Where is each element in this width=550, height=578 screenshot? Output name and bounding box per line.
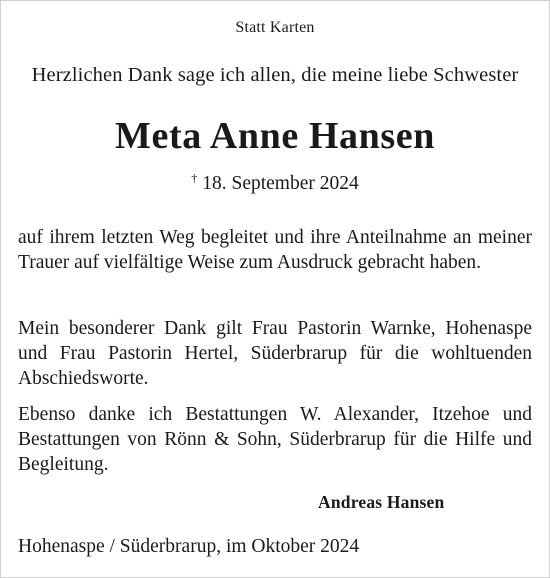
place-date: Hohenaspe / Süderbrarup, im Oktober 2024	[18, 536, 360, 557]
deceased-name: Meta Anne Hansen	[115, 115, 435, 157]
paragraph-pastors: Mein besonderer Dank gilt Frau Pastorin Warnke, Hohenaspe und Frau Pastorin Hertel, Süderbrarup für die wohltuenden Abschiedsworte.	[18, 318, 532, 389]
cross-icon: †	[191, 171, 198, 185]
signature: Andreas Hansen	[318, 492, 445, 512]
paragraph-funeral-homes: Ebenso danke ich Bestattungen W. Alexander, Itzehoe und Bestattungen von Rönn & Sohn, Süderbrarup für die Hilfe und Begleitung.	[18, 404, 532, 475]
intro-line: Herzlichen Dank sage ich allen, die meine liebe Schwester	[31, 64, 519, 86]
paragraph-thanks: auf ihrem letzten Weg begleitet und ihre Anteilnahme an meiner Trauer auf vielfältige Weise zum Ausdruck gebracht haben.	[18, 227, 532, 273]
death-date: 18. September 2024	[202, 173, 359, 194]
death-date-line	[0, 171, 550, 195]
header-statt-karten: Statt Karten	[235, 19, 315, 36]
